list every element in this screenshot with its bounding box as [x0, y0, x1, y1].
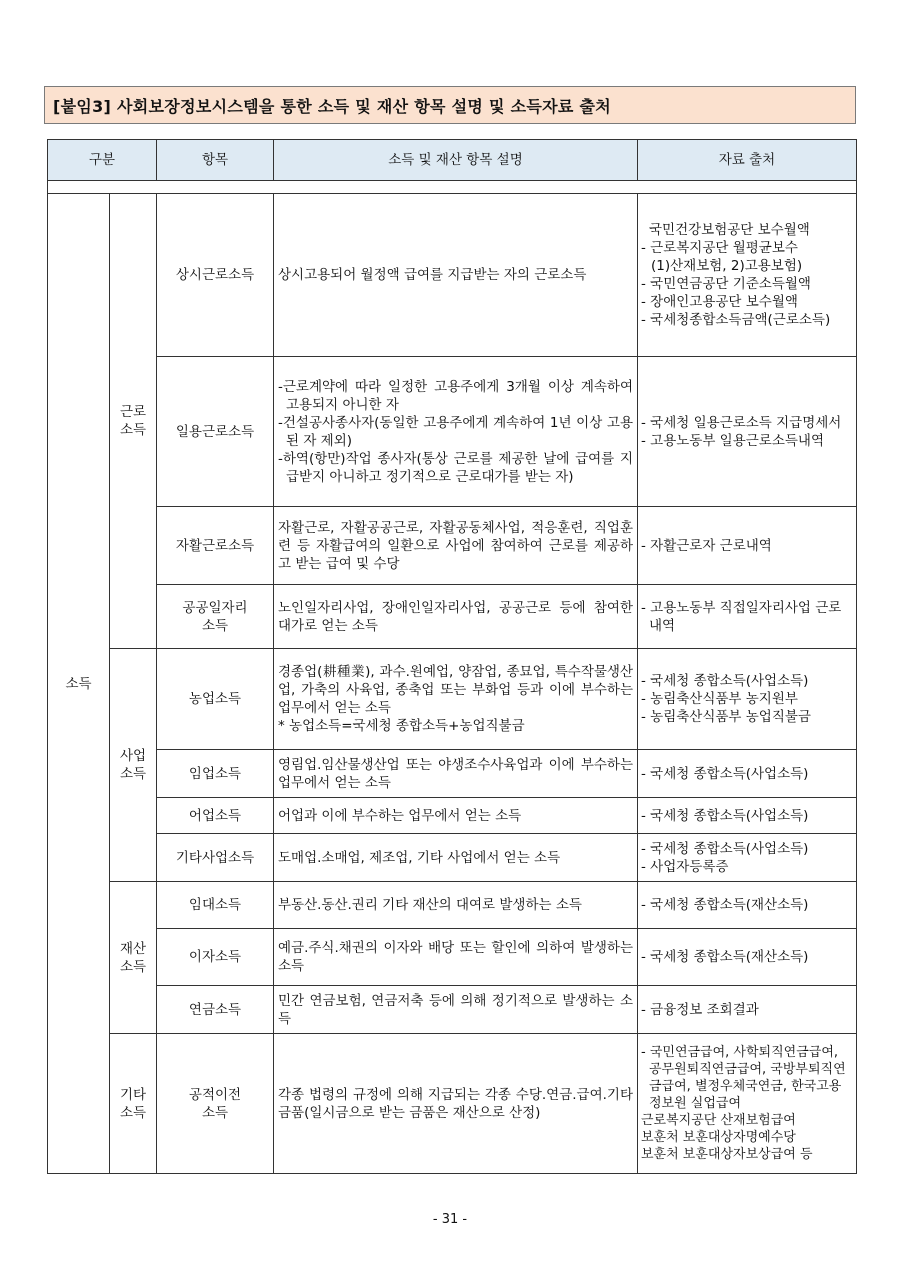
description-cell: [274, 929, 638, 986]
subgroup-property: [110, 882, 157, 1034]
subgroup-label: 사업 소득: [119, 748, 147, 782]
description-line: 도매업.소매업, 제조업, 기타 사업에서 얻는 소득: [278, 849, 561, 866]
page-number: - 31 -: [432, 1212, 468, 1227]
description-line: 경종업(耕種業), 과수.원예업, 양잠업, 종묘업, 특수작물생산업, 가축의 사육업, 종축업 또는 부화업 등과 이에 부수하는 업무에서 얻는 소득: [278, 664, 633, 716]
item-cell: [157, 507, 274, 585]
source-line: - 사업자등록증: [641, 858, 729, 875]
table-row: [48, 798, 857, 834]
subgroup-label: 재산 소득: [119, 940, 147, 975]
source-cell: [638, 507, 857, 585]
table-row: [48, 986, 857, 1034]
item-cell: [157, 750, 274, 798]
item-label: 연금소득: [188, 1001, 242, 1018]
description-line: -근로계약에 따라 일정한 고용주에게 3개월 이상 계속하여 고용되지 아니한 자: [278, 378, 633, 413]
source-cell: [638, 357, 857, 507]
source-cell: [638, 798, 857, 834]
description-line: -건설공사종사자(동일한 고용주에게 계속하여 1년 이상 고용된 자 제외): [278, 414, 633, 449]
source-line: - 국세청종합소득금액(근로소득): [641, 312, 831, 328]
source-line: - 근로복지공단 월평균보수: [641, 240, 798, 256]
source-line: - 국민연금공단 기준소득월액: [641, 276, 811, 292]
description-line: 노인일자리사업, 장애인일자리사업, 공공근로 등에 참여한 대가로 얻는 소득: [278, 599, 633, 634]
subgroup-label: 근로 소득: [119, 404, 147, 438]
source-cell: [638, 834, 857, 882]
item-label: 상시근로소득: [175, 267, 255, 283]
source-line: - 국세청 종합소득(사업소득): [641, 807, 809, 824]
source-cell: [638, 1034, 857, 1174]
description-line: * 농업소득=국세청 종합소득+농업직불금: [278, 718, 525, 734]
description-cell: [274, 507, 638, 585]
table-header-row: [48, 140, 857, 181]
item-cell: [157, 357, 274, 507]
source-line: - 자활근로자 근로내역: [641, 537, 772, 554]
header-description: 소득 및 재산 항목 설명: [274, 140, 638, 181]
group-income: 소득: [48, 194, 110, 1174]
item-cell: [157, 194, 274, 357]
description-cell: [274, 798, 638, 834]
description-line: 자활근로, 자활공공근로, 자활공동체사업, 적응훈련, 직업훈련 등 자활급여의 일환으로 사업에 참여하여 근로를 제공하고 받는 급여 및 수당: [278, 519, 633, 572]
description-cell: [274, 986, 638, 1034]
description-line: 상시고용되어 월정액 급여를 지급받는 자의 근로소득: [278, 267, 587, 283]
source-line: 근로복지공단 산재보험급여: [641, 1113, 796, 1128]
table-row: [48, 507, 857, 585]
description-line: -하역(항만)작업 종사자(통상 근로를 제공한 날에 급여를 지급받지 아니하고 정기적으로 근로대가를 받는 자): [278, 450, 633, 485]
source-line: - 국세청 종합소득(재산소득): [641, 897, 809, 913]
income-table: [47, 139, 857, 1174]
source-line: - 국세청 종합소득(사업소득): [641, 840, 809, 857]
item-cell: [157, 1034, 274, 1174]
source-line: - 농림축산식품부 농지원부: [641, 691, 798, 707]
source-line: (1)산재보험, 2)고용보험): [651, 258, 803, 274]
table-row: [48, 194, 857, 357]
item-cell: [157, 929, 274, 986]
item-label: 어업소득: [188, 807, 242, 824]
source-cell: [638, 929, 857, 986]
item-label: 공공일자리 소득: [182, 599, 248, 634]
description-line: 영림업.임산물생산업 또는 야생조수사육업과 이에 부수하는 업무에서 얻는 소득: [278, 756, 633, 791]
item-cell: [157, 798, 274, 834]
subgroup-label: 기타 소득: [119, 1086, 147, 1121]
item-label: 일용근로소득: [175, 423, 255, 440]
source-line: - 국세청 종합소득(사업소득): [641, 673, 809, 689]
source-line: - 국세청 종합소득(재산소득): [641, 949, 809, 965]
subgroup-business: [110, 649, 157, 882]
description-cell: [274, 1034, 638, 1174]
table-row: [48, 1034, 857, 1174]
header-category: 구분: [48, 140, 157, 181]
source-cell: [638, 649, 857, 750]
source-line: - 국세청 종합소득(사업소득): [641, 765, 809, 782]
description-line: 부동산.동산.권리 기타 재산의 대여로 발생하는 소득: [278, 897, 582, 913]
description-line: 민간 연금보험, 연금저축 등에 의해 정기적으로 발생하는 소득: [278, 992, 633, 1027]
source-line: - 농림축산식품부 농업직불금: [641, 709, 811, 725]
item-label: 자활근로소득: [175, 537, 255, 554]
description-cell: [274, 194, 638, 357]
spacer-row: [48, 181, 857, 194]
description-cell: [274, 649, 638, 750]
source-line: - 금융정보 조회결과: [641, 1001, 759, 1018]
description-cell: [274, 882, 638, 929]
description-cell: [274, 357, 638, 507]
source-cell: [638, 194, 857, 357]
item-label: 공적이전 소득: [188, 1086, 242, 1121]
table-row: [48, 882, 857, 929]
source-cell: [638, 750, 857, 798]
item-label: 임대소득: [188, 897, 242, 913]
table-row: [48, 585, 857, 649]
source-line: - 장애인고용공단 보수월액: [641, 294, 798, 310]
source-line: 보훈처 보훈대상자명예수당: [641, 1130, 796, 1145]
table-row: [48, 834, 857, 882]
item-cell: [157, 882, 274, 929]
description-cell: [274, 834, 638, 882]
source-line: - 고용노동부 직접일자리사업 근로내역: [641, 599, 842, 634]
item-label: 농업소득: [188, 691, 242, 707]
source-cell: [638, 585, 857, 649]
header-item: 항목: [157, 140, 274, 181]
subgroup-other: [110, 1034, 157, 1174]
item-label: 이자소득: [188, 949, 242, 965]
item-cell: [157, 649, 274, 750]
source-cell: [638, 882, 857, 929]
page-title: [붙임3] 사회보장정보시스템을 통한 소득 및 재산 항목 설명 및 소득자료 출처: [44, 86, 856, 124]
description-line: 예금.주식.채권의 이자와 배당 또는 할인에 의하여 발생하는 소득: [278, 940, 633, 974]
source-line: - 국세청 일용근로소득 지급명세서: [641, 414, 842, 431]
item-cell: [157, 986, 274, 1034]
description-cell: [274, 750, 638, 798]
subgroup-work: [110, 194, 157, 649]
source-line: - 고용노동부 일용근로소득내역: [641, 432, 824, 449]
item-label: 기타사업소득: [175, 849, 255, 866]
description-line: 어업과 이에 부수하는 업무에서 얻는 소득: [278, 807, 522, 824]
table-row: [48, 929, 857, 986]
description-line: 각종 법령의 규정에 의해 지급되는 각종 수당.연금.급여.기타금품(일시금으로 받는 금품은 재산으로 산정): [278, 1086, 633, 1121]
table-row: [48, 649, 857, 750]
item-cell: [157, 834, 274, 882]
table-row: [48, 357, 857, 507]
source-cell: [638, 986, 857, 1034]
source-line: 보훈처 보훈대상자보상급여 등: [641, 1147, 813, 1162]
source-line: - 국민연금급여, 사학퇴직연금급여, 공무원퇴직연금급여, 국방부퇴직연금급여, 별정우체국연금, 한국고용정보원 실업급여: [641, 1045, 846, 1111]
item-label: 임업소득: [188, 765, 242, 782]
header-source: 자료 출처: [638, 140, 857, 181]
item-cell: [157, 585, 274, 649]
source-line: 국민건강보험공단 보수월액: [649, 222, 810, 238]
table-row: [48, 750, 857, 798]
description-cell: [274, 585, 638, 649]
